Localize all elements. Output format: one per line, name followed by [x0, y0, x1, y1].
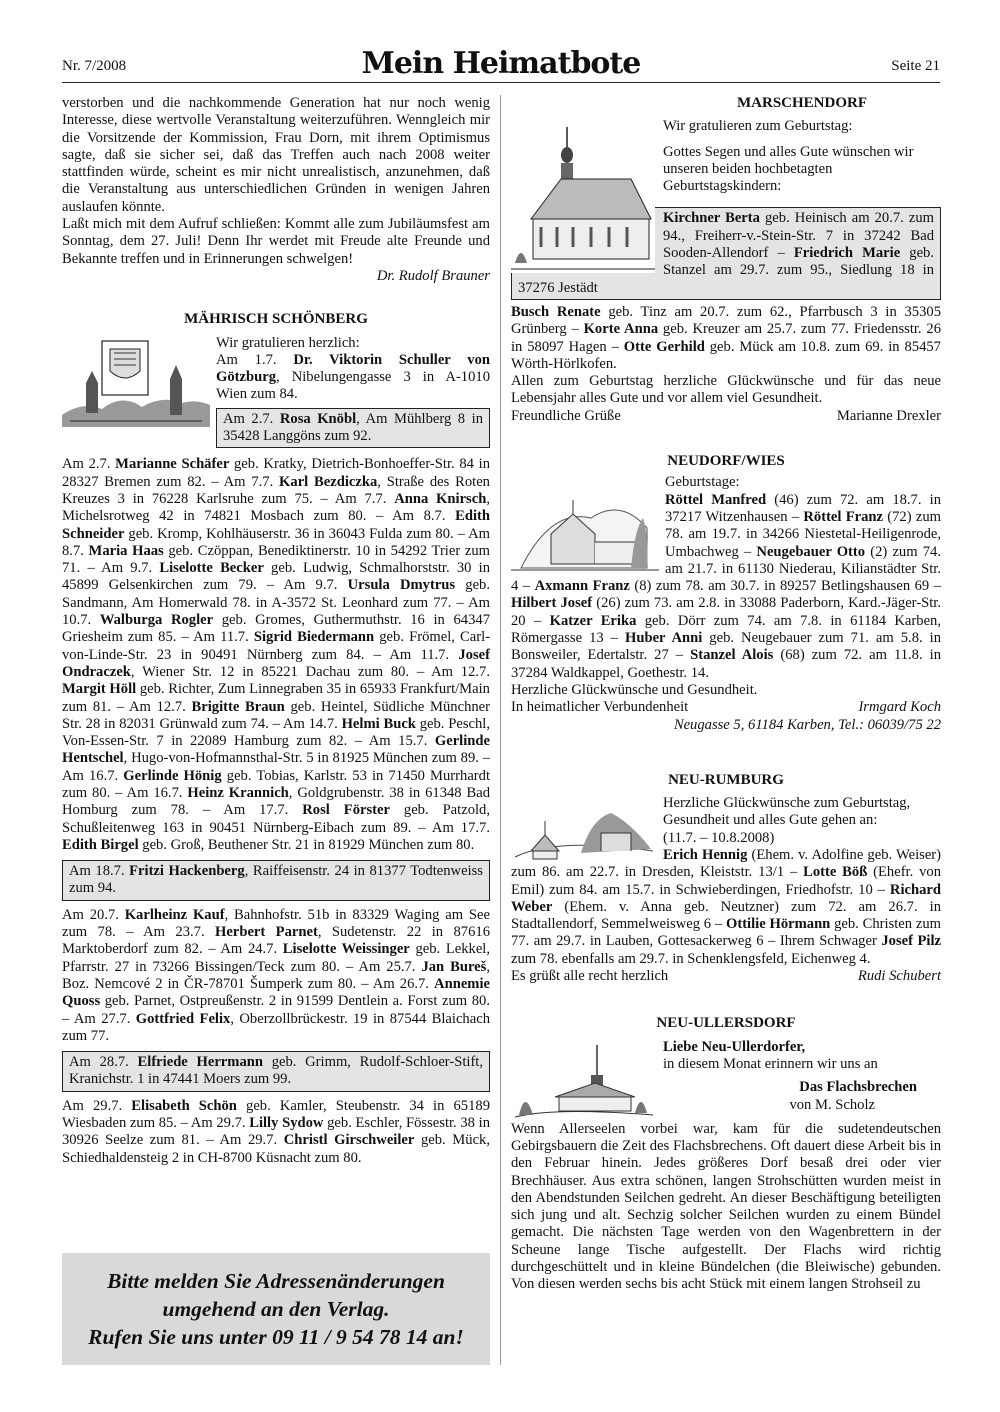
- person-name: Anna Knirsch: [394, 490, 487, 507]
- entry-text: geb. Dörr zum 74. am 7.8. in 61184 Karben, Römergasse 13 –: [511, 612, 941, 647]
- entry-text: Am 20.7.: [62, 906, 125, 923]
- person-name: Katzer Erika: [549, 612, 637, 629]
- section-title-neu-ullersdorf: NEU-ULLERSDORF: [656, 1015, 796, 1032]
- nr-date-range: (11.7. – 10.8.2008): [663, 829, 775, 846]
- entry-text: (Ehem. v. Adolfine geb. Weiser) zum 86. am 22.7. in Dresden, Kleiststr. 13/1 –: [511, 846, 942, 881]
- entry-text: Am 29.7.: [62, 1097, 132, 1114]
- left-column: [62, 95, 490, 1167]
- ms-highlight-box-1: Am 2.7. Rosa Knöbl, Am Mühlberg 8 in 35428 Langgöns zum 92.: [216, 408, 490, 449]
- entry-text: geb. Stanzel am 29.7. zum 95., Siedlung 18 in 37276 Jestädt: [518, 245, 934, 296]
- person-name: Helmi Buck: [341, 715, 416, 732]
- person-name: Kirchner Berta: [663, 210, 760, 227]
- entry-text: geb. Kratky, Dietrich-Bonhoeffer-Str. 84 in 28327 Bremen zum 82. – Am 7.7.: [62, 456, 490, 490]
- nu-article-author: von M. Scholz: [789, 1096, 875, 1113]
- md-wish: Gottes Segen und alles Gute wünschen wir unseren beiden hochbetagten Geburtstagskindern:: [663, 143, 914, 195]
- section-title-maehrisch-schoenberg: MÄHRISCH SCHÖNBERG: [184, 311, 368, 328]
- person-name: Maria Haas: [88, 542, 164, 559]
- person-name: Karlheinz Kauf: [124, 906, 225, 923]
- entry-text: geb. Sandmann, Am Homerwald 78. in A-3572 St. Leonhard zum 77. – Am 10.7.: [62, 577, 490, 629]
- person-name: Erich Hennig: [663, 846, 748, 863]
- person-name: Hilbert Josef: [511, 595, 593, 612]
- entry-text: , Michelsrotweg 42 in 74821 Mosbach zum 80. – Am 8.7.: [62, 490, 490, 525]
- nr-signature-row: [511, 968, 941, 985]
- address-change-banner: [62, 1253, 490, 1365]
- ms-birthday-list-2: [62, 907, 490, 1045]
- church-illustration-neudorf: [511, 488, 659, 576]
- nr-birthday-list: [511, 847, 941, 968]
- section-title-neu-rumburg: NEU-RUMBURG: [668, 771, 784, 788]
- entry-text: , Oberzollbrückestr. 19 in 87544 Blaichach zum 77.: [62, 1010, 490, 1044]
- person-name: Edith Birgel: [62, 836, 139, 853]
- ms-entry-first: Am 1.7. Dr. Viktorin Schuller von Götzburg, Nibelungengasse 3 in A-1010 Wien zum 84.: [216, 351, 491, 403]
- page-number: Seite 21: [891, 58, 940, 74]
- entry-text: geb. Tinz am 20.7. zum 62., Pfarrbusch 3 in 35305 Grünberg –: [511, 303, 941, 338]
- person-name: Axmann Franz: [534, 578, 630, 595]
- entry-text: (68) zum 72. am 11.8. in 37284 Waldkappel, Goethestr. 14.: [511, 647, 941, 681]
- entry-text: geb. Kromp, Kohlhäuserstr. 36 in 36043 Fulda zum 80. – Am 8.7.: [62, 525, 490, 559]
- entry-text: geb. Peschl, Von-Essen-Str. 7 in 22089 Hamburg zum 82. – Am 15.7.: [62, 715, 490, 750]
- person-name: Josef Pilz: [881, 933, 941, 950]
- banner-line-3: Rufen Sie uns unter 09 11 / 9 54 78 14 an!: [88, 1325, 464, 1349]
- entry-text: , Bahnhofstr. 51b in 83329 Waging am See zum 78. – Am 23.7.: [62, 906, 490, 941]
- intro-signature: Dr. Rudolf Brauner: [376, 267, 490, 284]
- banner-line-2: umgehend an den Verlag.: [162, 1297, 390, 1321]
- entry-text: geb. Mück, Schiedhaldensteig 2 in CH-8700 Küsnacht zum 80.: [62, 1132, 490, 1166]
- person-name: Neugebauer Otto: [756, 543, 866, 560]
- person-name: Lilly Sydow: [249, 1115, 324, 1132]
- person-name: Busch Renate: [511, 303, 601, 320]
- nw-sign-left: In heimatlicher Verbundenheit: [511, 699, 689, 716]
- person-name: Christl Girschweiler: [283, 1132, 415, 1149]
- person-name: Jan Bureš: [421, 958, 487, 975]
- nw-sign-right: Irmgard Koch: [858, 699, 941, 716]
- person-name: Annemie Quoss: [62, 975, 490, 1010]
- person-name: Huber Anni: [624, 630, 703, 647]
- nw-closing: Herzliche Glückwünsche und Gesundheit.: [511, 681, 758, 698]
- entry-text: geb. Kreuzer am 25.7. zum 77. Friedensstr. 26 in 58097 Hagen –: [511, 321, 941, 355]
- nr-greeting: Herzliche Glückwünsche zum Geburtstag, Gesundheit und alles Gute gehen an:: [663, 795, 911, 829]
- person-name: Gottfried Felix: [135, 1010, 231, 1027]
- page-header: [62, 46, 940, 90]
- person-name: Gerlinde Hentschel: [62, 733, 490, 767]
- entry-text: geb. Czöppan, Benediktinerstr. 10 in 54292 Trier zum 71. – Am 9.7.: [62, 542, 490, 577]
- entry-text: geb. Parnet, Ostpreußenstr. 2 in 91599 Dentlein a. Forst zum 80. – Am 27.7.: [62, 993, 490, 1027]
- person-name: Röttel Franz: [803, 508, 884, 525]
- entry-text: geb. Christen zum 77. am 29.7. in Lauben, Gottesackerweg 6 – Ihrem Schwager: [511, 916, 941, 950]
- entry-text: (72) zum 78. am 19.7. in 34266 Niestetal-Heiligenrode, Umbachweg –: [665, 508, 941, 560]
- entry-text: geb. Frömel, Carl-von-Linde-Str. 23 in 90491 Nürnberg zum 84. – Am 11.7.: [62, 629, 490, 663]
- masthead-logo: Mein Heimatbote: [361, 46, 641, 81]
- person-name: Karl Bezdiczka: [279, 473, 378, 490]
- ms-highlight-box-2: Am 18.7. Fritzi Hackenberg, Raiffeisenstr. 24 in 81377 Todtenweiss zum 94.: [62, 860, 490, 901]
- issue-number: Nr. 7/2008: [62, 58, 127, 74]
- ms-birthday-list-1: [62, 456, 490, 854]
- person-name: Richard Weber: [511, 881, 941, 915]
- entry-text: geb. Ludwig, Schmalhorststr. 30 in 45899 Gelsenkirchen zum 79. – Am 9.7.: [62, 560, 490, 594]
- entry-text: (46) zum 72. am 18.7. in 37217 Witzenhausen –: [665, 491, 941, 525]
- md-closing: Allen zum Geburtstag herzliche Glückwünsche und für das neue Lebensjahr alles Gute und vor allem viel Gesundheit.: [511, 373, 941, 407]
- person-name: Otte Gerhild: [623, 338, 705, 355]
- entry-text: (26) zum 73. am 2.8. in 33088 Paderborn, Kard.-Jäger-Str. 20 –: [511, 595, 941, 629]
- person-name: Gerlinde Hönig: [123, 767, 222, 784]
- header-rule: [62, 82, 940, 83]
- section-title-neudorf-wies: NEUDORF/WIES: [667, 453, 785, 470]
- entry-text: geb. Eschler, Fössestr. 38 in 30926 Seelze zum 81. – Am 29.7.: [62, 1115, 490, 1149]
- entry-text: geb. Tobias, Karlstr. 53 in 71450 Murrhardt zum 80. – Am 16.7.: [62, 767, 491, 801]
- nw-address: Neugasse 5, 61184 Karben, Tel.: 06039/75 22: [673, 716, 941, 733]
- md-sign-left: Freundliche Grüße: [511, 407, 621, 424]
- person-name: Ottilie Hörmann: [725, 916, 831, 933]
- nu-greeting: Liebe Neu-Ullerdorfer,: [663, 1038, 806, 1055]
- entry-text: (2) zum 74. am 21.7. in 61130 Niederau, Kilianstädter Str. 4 –: [511, 543, 941, 595]
- person-name: Sigrid Biedermann: [253, 629, 375, 646]
- person-name: Marianne Schäfer: [115, 456, 230, 473]
- entry-text: geb. Gromes, Guthermuthstr. 16 in 64347 Griesheim zum 85. – Am 11.7.: [62, 612, 490, 646]
- md-birthday-list: [511, 304, 941, 373]
- nr-sign-left: Es grüßt alle recht herzlich: [511, 968, 669, 985]
- person-name: Margit Höll: [62, 681, 137, 698]
- person-name: Liselotte Weissinger: [282, 941, 410, 958]
- md-sign-right: Marianne Drexler: [836, 407, 941, 424]
- section-title-marschendorf: MARSCHENDORF: [737, 95, 867, 111]
- person-name: Lotte Böß: [803, 864, 868, 881]
- person-name: Edith Schneider: [62, 508, 490, 542]
- person-name: Rosl Förster: [302, 802, 390, 819]
- person-name: Ursula Dmytrus: [347, 577, 456, 594]
- person-name: Korte Anna: [583, 321, 659, 338]
- entry-text: , Goldgrubenstr. 38 in 61348 Bad Homburg zum 78. – Am 17.7.: [62, 784, 490, 819]
- intro-appeal: Laßt mich mit dem Aufruf schließen: Kommt alle zum Jubiläumsfest am Sonntag, dem 27. Juli! Denn Ihr werdet mit Freude alte Freunde und Bekannte treffen und in Erinnerungen schwelgen!: [62, 216, 490, 267]
- nu-article-title: Das Flachsbrechen: [799, 1079, 917, 1096]
- entry-text: , Boz. Nemcové 2 in ČR-78701 Šumperk zum 80. – Am 26.7.: [62, 958, 490, 992]
- person-name: Friedrich Marie: [793, 245, 901, 262]
- nr-sign-right: Rudi Schubert: [857, 968, 941, 985]
- nu-intro: in diesem Monat erinnern wir uns an: [663, 1055, 878, 1072]
- ms-birthday-list-3: [62, 1098, 490, 1167]
- person-name: Elisabeth Schön: [131, 1097, 237, 1114]
- entry-text: , Hugo-von-Hofmannsthal-Str. 5 in 81925 München zum 89. – Am 16.7.: [62, 750, 490, 784]
- column-divider: [500, 95, 501, 1365]
- md-signature-row: [511, 408, 941, 425]
- person-name: Röttel Manfred: [665, 491, 767, 508]
- entry-text: , Sudetenstr. 22 in 87616 Marktoberdorf zum 82. – Am 24.7.: [62, 924, 490, 958]
- ms-greeting: Wir gratulieren herzlich:: [216, 334, 360, 351]
- person-name: Heinz Krannich: [187, 784, 289, 801]
- entry-text: geb. Groß, Beuthener Str. 21 in 81929 München zum 80.: [138, 836, 475, 853]
- nw-greeting: Geburtstage:: [665, 474, 740, 491]
- entry-text: (8) zum 78. am 30.7. in 89257 Betlingshausen 69 –: [629, 578, 941, 595]
- intro-paragraph: verstorben und die nachkommende Generation hat nur noch wenig Interesse, diese wertvolle Veranstaltung weiterzuführen. Wenngleich mir die Vorsitzende der Kommission, Frau Dorn, mit ihrem Optimismus sagte, daß sie sicher sei, daß das Treffen auch nach 2008 weiter stattfinden würde, scheint es mir nicht unrealistisch, anzunehmen, daß die Veranstaltung aus unterschiedlichen Gründen in wenigen Jahren auslaufen könnte.: [62, 95, 490, 215]
- person-name: Liselotte Becker: [159, 560, 264, 577]
- entry-text: , Straße des Roten Kreuzes 3 in 76228 Karlsruhe zum 75. – Am 7.7.: [62, 473, 490, 507]
- person-name: Josef Ondraczek: [62, 646, 490, 680]
- entry-text: geb. Mück am 10.8. zum 69. in 85457 Wörth-Hörlkofen.: [511, 338, 941, 372]
- town-illustration: [62, 335, 210, 427]
- entry-text: (Ehem. v. Anna geb. Neutzner) zum 72. am 26.7. in Stadtallendorf, Semmelweisweg 6 –: [511, 898, 941, 933]
- md-greeting: Wir gratulieren zum Geburtstag:: [663, 118, 853, 135]
- entry-text: geb. Heintel, Südliche Münchner Str. 28 in 82031 Grünwald zum 74. – Am 14.7.: [62, 698, 490, 732]
- ms-highlight-box-3: Am 28.7. Elfriede Herrmann geb. Grimm, Rudolf-Schloer-Stift, Kranichstr. 1 in 47441 Moers zum 99.: [62, 1051, 490, 1092]
- person-name: Herbert Parnet: [215, 924, 318, 941]
- entry-text: zum 78. ebenfalls am 29.7. in Schenklengsfeld, Eichenweg 4.: [511, 950, 871, 967]
- entry-text: geb. Neugebauer zum 71. am 5.8. in Bonsweiler, Edertalstr. 27 –: [511, 630, 941, 664]
- entry-text: geb. Kamler, Steubenstr. 34 in 65189 Wiesbaden zum 85. – Am 29.7.: [62, 1097, 490, 1132]
- entry-text: geb. Heinisch am 20.7. zum 94., Freiherr-v.-Stein-Str. 7 in 37242 Bad Sooden-Allendorf –: [663, 210, 935, 262]
- right-column: [511, 95, 941, 1294]
- entry-text: geb. Richter, Zum Linnegraben 35 in 65933 Frankfurt/Main zum 81. – Am 12.7.: [62, 681, 490, 715]
- nu-article-text: Wenn Allerseelen vorbei war, kam für die sudetendeutschen Gebirgsbauern die Zeit des Flachsbrechens. Oft dauert diese Arbeit bis in den Februar hinein. Jedes größeres Dorf besaß drei oder vier Brechhäuser. Aus extra schönen, langen Strohschütten wurden meist in den Abendstunden Seilchen gedreht. An dieser Beschäftigung beteiligten sich jung und alt. Sechzig solcher Seilchen wurden zu einem Bündel gemacht. Die nächsten Tage werden von den Wagenbrettern in der Scheune lange Tische aufgestellt. Der Flachs wird richtig durchgeschüttelt und in kleine Bündelchen (die Bleiwische) gebunden. Von diesen werden sechs bis acht Stück mit einem langen Strohseil zu: [511, 1120, 941, 1293]
- entry-text: Am 2.7.: [62, 456, 116, 473]
- village-illustration-ullersdorf: [511, 1039, 657, 1121]
- person-name: Stanzel Alois: [690, 647, 774, 664]
- entry-text: (Ehefr. von Emil) zum 84. am 15.7. in Schwieberdingen, Friedhofstr. 10 –: [511, 864, 941, 898]
- person-name: Walburga Rogler: [99, 612, 214, 629]
- entry-text: geb. Patzold, Schußleitenweg 163 in 90451 Nürnberg-Eibach zum 89. – Am 17.7.: [62, 802, 490, 836]
- entry-text: , Wiener Str. 12 in 85221 Dachau zum 80. – Am 12.7.: [130, 663, 490, 680]
- banner-line-1: Bitte melden Sie Adressenänderungen: [107, 1269, 445, 1293]
- nw-signature-row: [511, 699, 941, 716]
- village-illustration-rumburg: [511, 801, 657, 863]
- entry-text: geb. Lekkel, Pfarrstr. 27 in 73266 Bissingen/Teck zum 80. – Am 25.7.: [62, 941, 490, 975]
- person-name: Brigitte Braun: [191, 698, 285, 715]
- church-illustration-marschendorf: [511, 123, 655, 273]
